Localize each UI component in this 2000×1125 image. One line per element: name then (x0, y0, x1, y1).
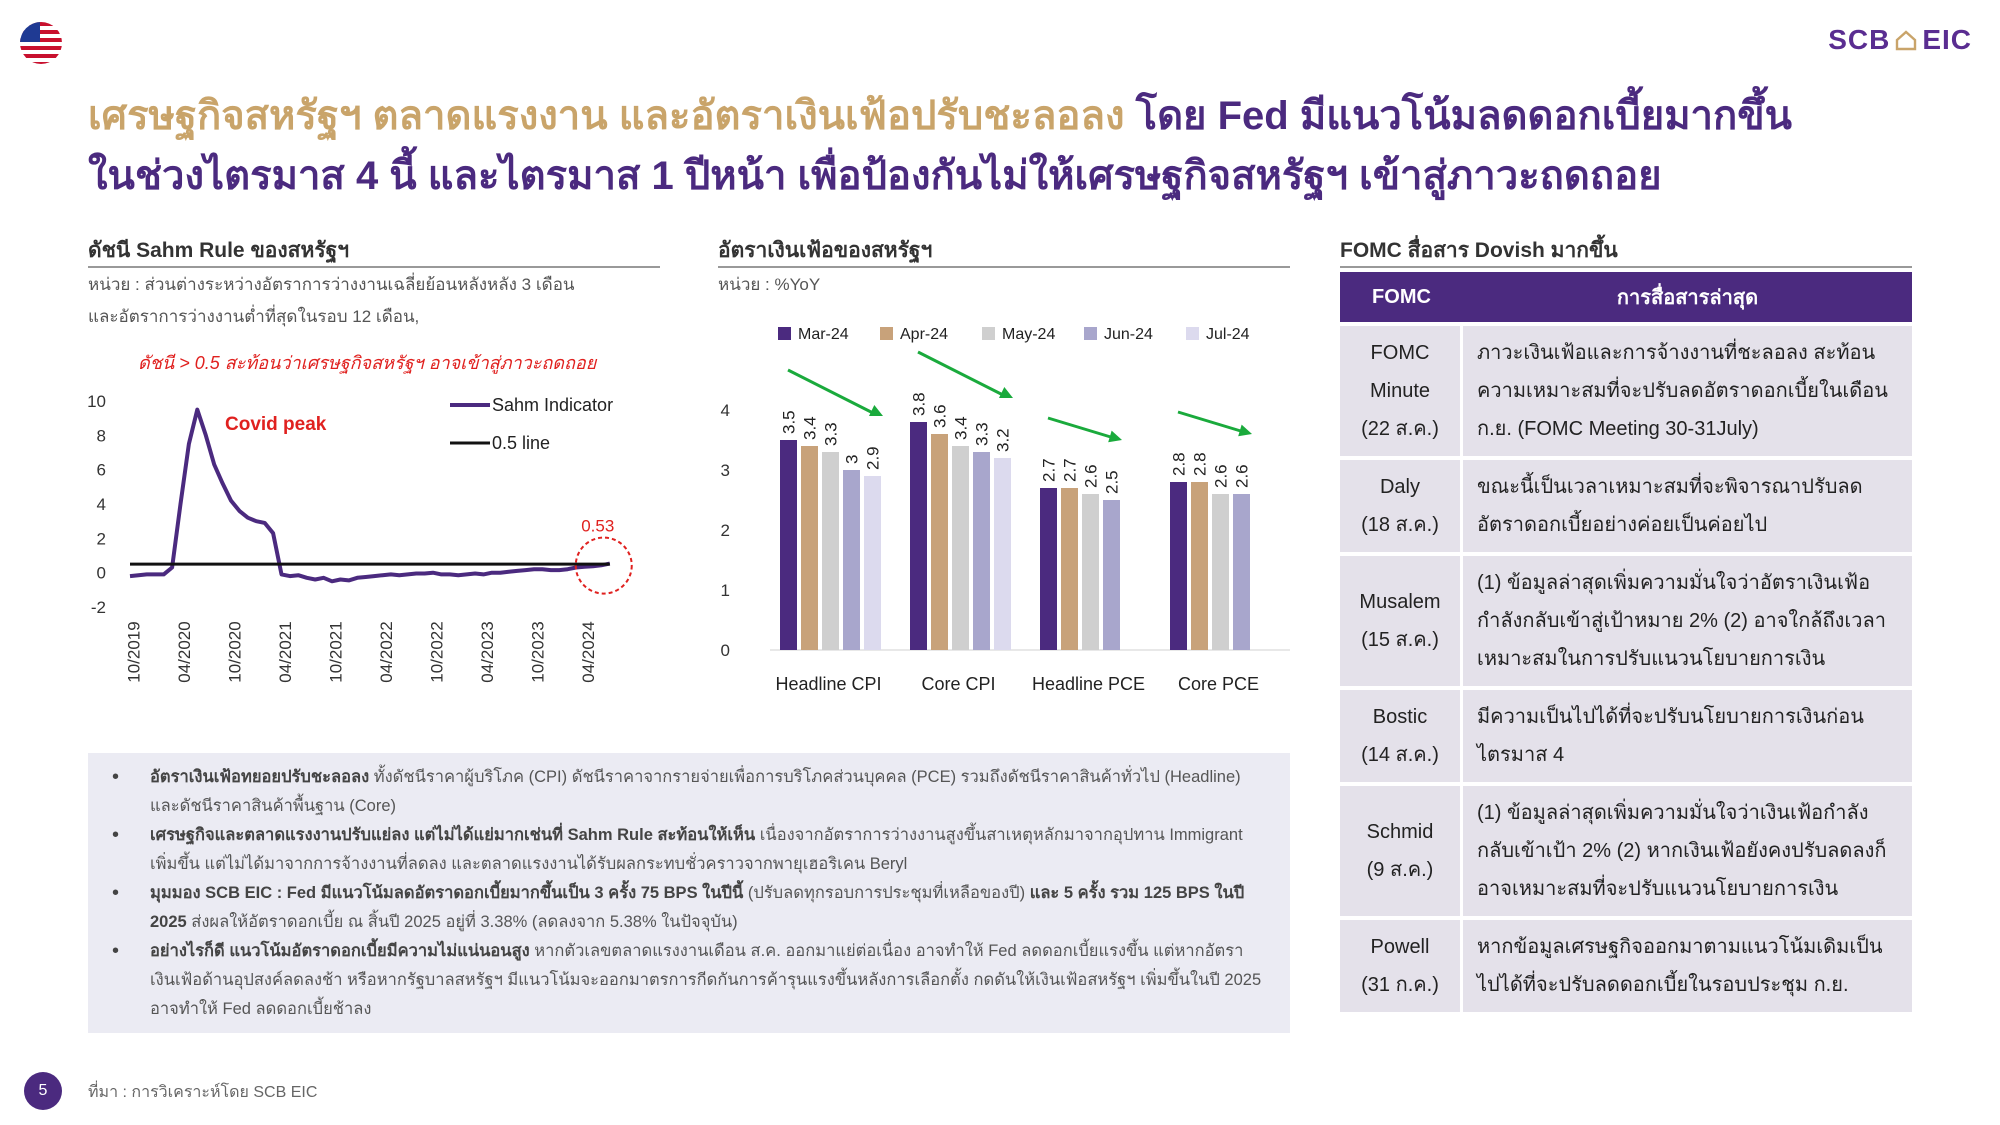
key-point (150, 763, 1270, 821)
trend-arrow (1048, 418, 1114, 438)
bar (801, 446, 818, 650)
x-tick-label: 10/2023 (528, 621, 548, 683)
trend-arrow-head (1108, 431, 1122, 443)
speaker-date: (22 ส.ค.) (1361, 418, 1439, 440)
inflation-divider (718, 266, 1290, 268)
category-label: Core PCE (1177, 674, 1260, 694)
y-tick-label: 10 (87, 392, 106, 411)
speaker-cell (1340, 460, 1463, 552)
bar-value-label: 2.7 (1060, 458, 1080, 482)
key-point-highlight: มุมมอง SCB EIC : Fed มีแนวโน้มลดอัตราดอกเบี้ยมากขึ้นเป็น 3 ครั้ง 75 BPS ในปีนี้ (150, 884, 744, 902)
legend-label: Jun-24 (1104, 326, 1153, 343)
key-point-text: ส่งผลให้อัตราดอกเบี้ย ณ สิ้นปี 2025 อยู่ที่ 3.38% (ลดลงจาก 5.38% ในปัจจุบัน) (186, 913, 738, 931)
y-tick-label: 2 (720, 521, 730, 540)
key-point (150, 879, 1270, 937)
communication-cell: (1) ข้อมูลล่าสุดเพิ่มความมั่นใจว่าอัตราเงินเฟ้อกำลังกลับเข้าสู่เป้าหมาย 2% (2) อาจใกล้ถึงเวลาเหมาะสมในการปรับแนวนโยบายการเงิน (1463, 556, 1912, 686)
x-tick-label: 10/2019 (124, 621, 144, 683)
fomc-row (1340, 920, 1912, 1012)
y-tick-label: 0 (720, 641, 730, 660)
fomc-row (1340, 690, 1912, 782)
sahm-divider (88, 266, 660, 268)
bar-value-label: 2.8 (1190, 452, 1210, 476)
category-label: Headline PCE (1031, 674, 1146, 694)
y-tick-label: 3 (720, 461, 730, 480)
speaker-date: (15 ส.ค.) (1361, 629, 1439, 651)
covid-peak-label: Covid peak (225, 414, 327, 435)
trend-arrow (788, 370, 875, 414)
x-tick-label: 10/2022 (427, 621, 447, 683)
inflation-title: อัตราเงินเฟ้อของสหรัฐฯ (718, 239, 933, 262)
bar-value-label: 3 (842, 454, 862, 464)
fomc-col-header: FOMC (1340, 272, 1463, 322)
bar (1082, 494, 1099, 650)
fomc-row (1340, 786, 1912, 916)
legend-label: Sahm Indicator (492, 395, 614, 415)
trend-arrow-head (1238, 425, 1252, 437)
bar (910, 422, 927, 650)
communication-cell: หากข้อมูลเศรษฐกิจออกมาตามแนวโน้มเดิมเป็นไปได้ที่จะปรับลดดอกเบี้ยในรอบประชุม ก.ย. (1463, 920, 1912, 1012)
bar (1040, 488, 1057, 650)
bar (931, 434, 948, 650)
bar-value-label: 2.7 (1039, 458, 1059, 482)
bar (843, 470, 860, 650)
speaker-name: Schmid (1366, 821, 1434, 843)
y-tick-label: 4 (96, 495, 106, 514)
x-tick-label: 04/2024 (578, 621, 598, 683)
bar (1061, 488, 1078, 650)
key-point-text: หากตัวเลขตลาดแรงงานเดือน ส.ค. ออกมาแย่ต่อเนื่อง อาจทำให้ Fed ลดดอกเบี้ยแรงขึ้น แต่หากอัตราเงินเฟ้อด้านอุปสงค์ลดลงช้า หรือหากรัฐบาลสหรัฐฯ มีแนวโน้มจะออกมาตรการกีดกันการค้ารุนแรงขึ้นหลังการเลือกตั้ง กดดันให้เงินเฟ้อสหรัฐฯ เพิ่มขึ้นในปี 2025 อาจทำให้ Fed ลดดอกเบี้ยช้าลง (150, 942, 1262, 1018)
y-tick-label: 4 (720, 401, 730, 420)
bar-value-label: 3.4 (800, 416, 820, 440)
y-tick-label: 2 (96, 529, 106, 549)
x-tick-label: 04/2021 (275, 621, 295, 683)
sahm-unit-line-1: หน่วย : ส่วนต่างระหว่างอัตราการว่างงานเฉลี่ยย้อนหลังหลัง 3 เดือน (88, 275, 575, 294)
trend-arrow (918, 352, 1005, 396)
speaker-cell (1340, 690, 1463, 782)
bar (1191, 482, 1208, 650)
sahm-chart (80, 385, 670, 715)
legend-swatch (1186, 327, 1199, 340)
category-label: Core CPI (921, 674, 996, 694)
last-value-label: 0.53 (581, 516, 615, 536)
key-point (150, 821, 1270, 879)
speaker-name: Bostic (1372, 706, 1428, 728)
bar-value-label: 2.5 (1102, 470, 1122, 494)
legend-label: Apr-24 (900, 326, 949, 343)
bar-value-label: 3.6 (930, 404, 950, 428)
bar (1233, 494, 1250, 650)
bar-value-label: 2.8 (1169, 452, 1189, 476)
fomc-table (1340, 268, 1912, 1016)
key-point-highlight: อย่างไรก็ดี แนวโน้มอัตราดอกเบี้ยมีความไม่แน่นอนสูง (150, 942, 530, 960)
speaker-cell (1340, 920, 1463, 1012)
speaker-name: FOMC Minute (1369, 342, 1431, 402)
key-point-text: (ปรับลดทุกรอบการประชุมที่เหลือของปี) (743, 884, 1030, 902)
legend-label: Mar-24 (798, 326, 849, 343)
key-point-text: เนื่องจากอัตราการว่างงานสูงขึ้นสาเหตุหลักมาจากอุปทาน Immigrant เพิ่มขึ้น แต่ไม่ได้มาจากการจ้างงานที่ลดลง และตลาดแรงงานได้รับผลกระทบชั่วคราวจากพายุเฮอริเคน Beryl (150, 826, 1243, 873)
key-points-box (88, 753, 1290, 1033)
bar (973, 452, 990, 650)
communication-col-header: การสื่อสารล่าสุด (1463, 272, 1912, 322)
legend-label: Jul-24 (1206, 326, 1250, 343)
speaker-cell (1340, 326, 1463, 456)
legend-swatch (778, 327, 791, 340)
speaker-name: Musalem (1359, 591, 1441, 613)
fomc-row (1340, 326, 1912, 456)
legend-swatch (1084, 327, 1097, 340)
page-number: 5 (24, 1072, 62, 1110)
bar-value-label: 3.3 (972, 422, 992, 446)
y-tick-label: 1 (720, 581, 730, 600)
y-tick-label: 0 (96, 563, 106, 583)
fomc-row (1340, 460, 1912, 552)
bar-value-label: 2.9 (863, 446, 883, 470)
legend-swatch (982, 327, 995, 340)
scb-eic-logo: SCB EIC (1828, 24, 1972, 55)
bar-value-label: 2.6 (1211, 464, 1231, 488)
bar-value-label: 2.6 (1081, 464, 1101, 488)
key-point-highlight: และ 5 ครั้ง รวม 125 BPS ในปี 2025 (150, 884, 1245, 931)
bar (780, 440, 797, 650)
x-tick-label: 04/2023 (477, 621, 497, 683)
speaker-cell (1340, 786, 1463, 916)
speaker-date: (18 ส.ค.) (1361, 514, 1439, 536)
sahm-unit-line-2: และอัตราการว่างงานต่ำที่สุดในรอบ 12 เดือน, (88, 307, 420, 326)
bar-value-label: 3.8 (909, 392, 929, 416)
bar-value-label: 2.6 (1232, 464, 1252, 488)
bar-value-label: 3.3 (821, 422, 841, 446)
inflation-unit: หน่วย : %YoY (718, 275, 821, 294)
bar (994, 458, 1011, 650)
key-point-text: ทั้งดัชนีราคาผู้บริโภค (CPI) ดัชนีราคาจากรายจ่ายเพื่อการบริโภคส่วนบุคคล (PCE) รวมถึงดัชนีราคาสินค้าทั่วไป (Headline) และดัชนีราคาสินค้าพื้นฐาน (Core) (150, 768, 1241, 815)
trend-arrow (1178, 412, 1244, 432)
legend-swatch (880, 327, 893, 340)
x-tick-label: 04/2020 (174, 621, 194, 683)
y-tick-label: -2 (90, 598, 106, 617)
speaker-name: Daly (1379, 476, 1420, 498)
communication-cell: ขณะนี้เป็นเวลาเหมาะสมที่จะพิจารณาปรับลดอัตราดอกเบี้ยอย่างค่อยเป็นค่อยไป (1463, 460, 1912, 552)
bar (1103, 500, 1120, 650)
bar (864, 476, 881, 650)
x-tick-label: 10/2021 (326, 621, 346, 683)
legend-label: May-24 (1002, 326, 1056, 343)
bar (1212, 494, 1229, 650)
speaker-name: Powell (1370, 936, 1430, 958)
us-flag-icon (20, 22, 62, 64)
speaker-date: (14 ส.ค.) (1361, 744, 1439, 766)
bar (952, 446, 969, 650)
bar (822, 452, 839, 650)
sahm-threshold-note: ดัชนี > 0.5 สะท้อนว่าเศรษฐกิจสหรัฐฯ อาจเข้าสู่ภาวะถดถอย (138, 353, 597, 373)
legend-label: 0.5 line (492, 433, 551, 453)
house-icon (1894, 29, 1918, 51)
y-tick-label: 8 (96, 426, 106, 446)
inflation-chart (700, 310, 1300, 710)
y-tick-label: 6 (96, 460, 106, 480)
speaker-date: (31 ก.ค.) (1361, 974, 1439, 996)
communication-cell: มีความเป็นไปได้ที่จะปรับนโยบายการเงินก่อนไตรมาส 4 (1463, 690, 1912, 782)
x-tick-label: 10/2020 (225, 621, 245, 683)
category-label: Headline CPI (775, 674, 882, 694)
bar (1170, 482, 1187, 650)
key-point-highlight: อัตราเงินเฟ้อทยอยปรับชะลอลง (150, 768, 370, 786)
speaker-date: (9 ส.ค.) (1366, 859, 1434, 881)
communication-cell: ภาวะเงินเฟ้อและการจ้างงานที่ชะลอลง สะท้อนความเหมาะสมที่จะปรับลดอัตราดอกเบี้ยในเดือน ก.ย. (FOMC Meeting 30-31July) (1463, 326, 1912, 456)
key-point (150, 937, 1270, 1024)
key-point-highlight: เศรษฐกิจและตลาดแรงงานปรับแย่ลง แต่ไม่ได้แย่มากเช่นที่ Sahm Rule สะท้อนให้เห็น (150, 826, 756, 844)
headline-line-2: ในช่วงไตรมาส 4 นี้ และไตรมาส 1 ปีหน้า เพื่อป้องกันไม่ให้เศรษฐกิจสหรัฐฯ เข้าสู่ภาวะถดถอย (88, 154, 1662, 198)
headline-line-1: เศรษฐกิจสหรัฐฯ ตลาดแรงงาน และอัตราเงินเฟ้อปรับชะลอลง โดย Fed มีแนวโน้มลดดอกเบี้ยมากขึ้น (88, 94, 1792, 138)
source-note: ที่มา : การวิเคราะห์โดย SCB EIC (88, 1084, 318, 1101)
speaker-cell (1340, 556, 1463, 686)
fomc-row (1340, 556, 1912, 686)
x-tick-label: 04/2022 (376, 621, 396, 683)
sahm-title: ดัชนี Sahm Rule ของสหรัฐฯ (88, 239, 349, 262)
bar-value-label: 3.4 (951, 416, 971, 440)
bar-value-label: 3.2 (993, 428, 1013, 452)
fomc-title: FOMC สื่อสาร Dovish มากขึ้น (1340, 239, 1618, 262)
communication-cell: (1) ข้อมูลล่าสุดเพิ่มความมั่นใจว่าเงินเฟ้อกำลังกลับเข้าเป้า 2% (2) หากเงินเฟ้อยังคงปรับลดลงก็อาจเหมาะสมที่จะปรับแนวนโยบายการเงิน (1463, 786, 1912, 916)
bar-value-label: 3.5 (779, 410, 799, 434)
